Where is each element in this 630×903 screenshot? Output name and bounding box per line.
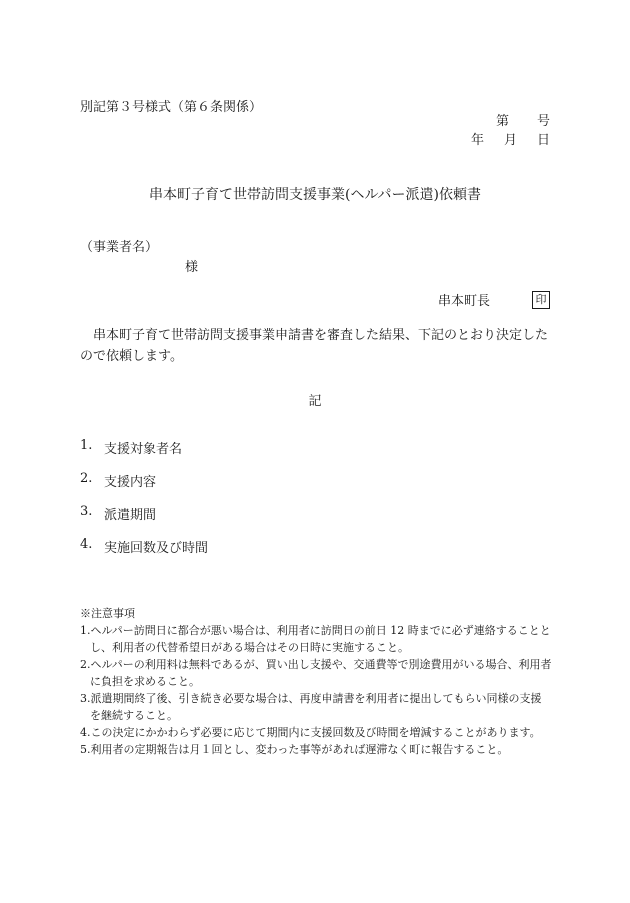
date-line [471,131,550,150]
document-title: 串本町子育て世帯訪問支援事業(ヘルパー派遣)依頼書 [149,187,481,203]
list-item [80,504,208,537]
list-item [80,537,208,570]
list-item [80,471,208,504]
date-day: 日 [536,133,550,148]
item-label: 派遣期間 [104,508,157,523]
item-number: 3. [80,504,93,519]
form-reference: 別記第３号様式（第６条関係） [80,100,263,115]
note-item: 3.派遣期間終了後、引き続き必要な場合は、再度申請書を利用者に提出してもらい同様の支援を継続すること。 [80,692,542,722]
note-item: 2.ヘルパーの利用料は無料であるが、買い出し支援や、交通費等で別途費用がいる場合、利用者に負担を求めること。 [80,658,552,688]
item-number: 1. [80,438,93,453]
list-item [80,438,208,471]
notes-list [80,622,552,758]
date-year: 年 [470,133,484,148]
ki-heading: 記 [308,394,322,409]
number-prefix: 第 [495,114,509,129]
document-number-line [471,112,550,131]
issuer-name: 串本町長 [437,294,490,309]
item-label: 支援対象者名 [104,442,183,457]
items-list [80,438,208,570]
date-month: 月 [503,133,517,148]
note-item: 4.この決定にかかわらず必要に応じて期間内に支援回数及び時間を増減することがあります。 [80,726,541,739]
issuer-block [438,290,550,309]
body-paragraph: 串本町子育て世帯訪問支援事業申請書を審査した結果、下記のとおり決定したので依頼します。 [80,328,549,364]
notes-title: ※注意事項 [80,607,135,620]
item-label: 支援内容 [104,475,157,490]
note-item: 1.ヘルパー訪問日に都合が悪い場合は、利用者に訪問日の前日 12 時までに必ず連絡することとし、利用者の代替希望日がある場合はその日時に実施すること。 [80,624,551,654]
seal-mark: 印 [532,291,550,309]
number-date-block [471,112,550,150]
number-suffix: 号 [536,114,550,129]
addressee-block [80,238,198,278]
addressee-label: （事業者名） [80,240,159,255]
addressee-suffix: 様 [185,260,199,275]
note-item: 5.利用者の定期報告は月１回とし、変わった事等があれば遅滞なく町に報告すること。 [80,743,509,756]
item-number: 4. [80,537,93,552]
item-label: 実施回数及び時間 [104,541,209,556]
item-number: 2. [80,471,93,486]
